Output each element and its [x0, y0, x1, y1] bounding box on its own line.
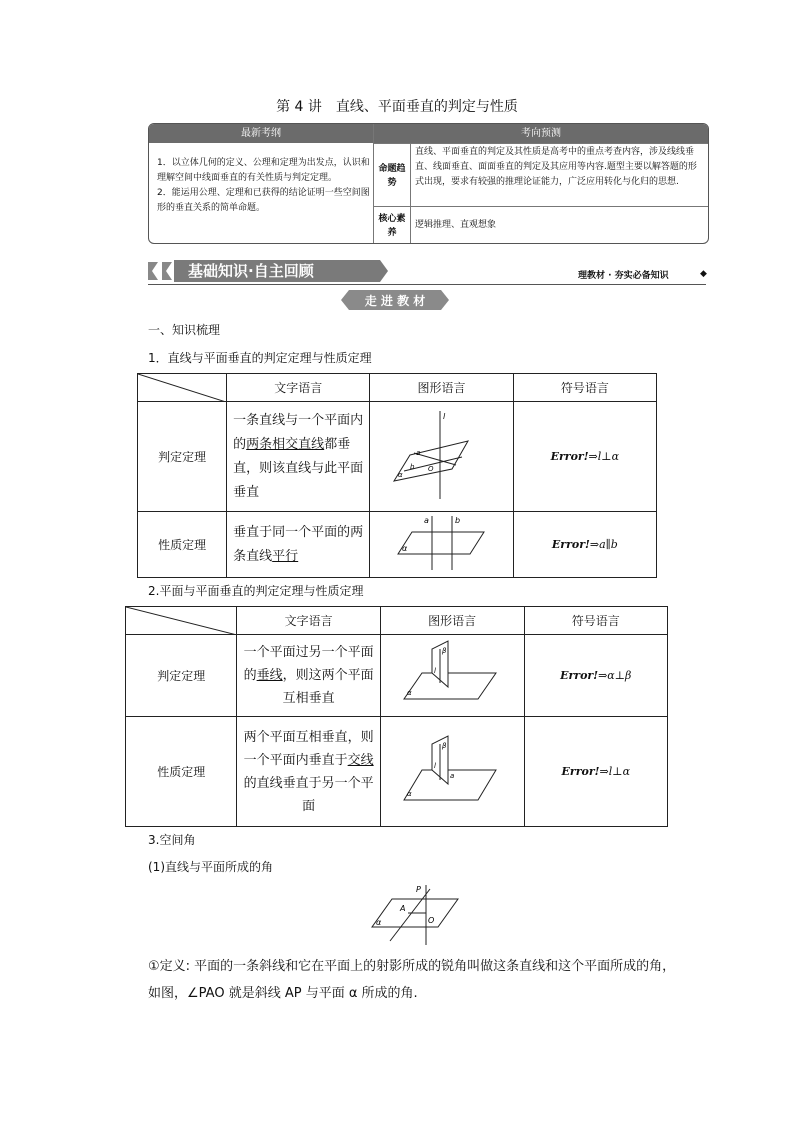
- svg-text:O: O: [427, 465, 434, 473]
- diag-cell: [126, 607, 237, 635]
- plane-perp-plane-figure: [402, 639, 502, 709]
- line-perp-plane-figure: [392, 409, 492, 501]
- symbol-cell: Error!⇒α⊥β: [524, 635, 667, 717]
- row-name: 性质定理: [138, 512, 227, 578]
- outline-item: 2．能运用公理、定理和已获得的结论证明一些空间图形的垂直关系的简单命题。: [157, 188, 370, 213]
- svg-text:a: a: [415, 449, 420, 457]
- subsection-heading-1: 1．直线与平面垂直的判定定理与性质定理: [148, 351, 372, 365]
- diamond-icon: ◆: [700, 269, 707, 279]
- subsection-heading-2: 2.平面与平面垂直的判定定理与性质定理: [148, 584, 364, 598]
- definition-paragraph: ①定义: 平面的一条斜线和它在平面上的射影所成的锐角叫做这条直线和这个平面所成的角，如图，∠PAO 就是斜线 AP 与平面 α 所成的角.: [148, 959, 676, 1001]
- table-line-plane: [137, 373, 657, 578]
- header-cell: 图形语言: [380, 607, 524, 635]
- outline-left-items: [157, 156, 371, 216]
- row-name: 判定定理: [138, 402, 227, 512]
- section-heading: 一、知识梳理: [148, 323, 221, 337]
- header-cell: 符号语言: [513, 374, 656, 402]
- row-text: 一个平面过另一个平面的垂线，则这两个平面互相垂直: [237, 635, 380, 717]
- svg-text:O: O: [428, 916, 435, 925]
- outline-left-header: 最新考纲: [149, 124, 373, 143]
- figure-cell: [370, 512, 513, 578]
- svg-text:b: b: [454, 516, 460, 525]
- row-text: 垂直于同一个平面的两条直线平行: [227, 512, 370, 578]
- svg-text:α: α: [407, 790, 412, 798]
- svg-text:A: A: [400, 904, 406, 913]
- figure-cell: [370, 402, 513, 512]
- svg-text:β: β: [442, 647, 447, 655]
- row-text: 两个平面互相垂直，则一个平面内垂直于交线的直线垂直于另一个平面: [237, 717, 380, 827]
- angle-figure: [368, 883, 460, 947]
- svg-text:b: b: [409, 463, 414, 471]
- figure-cell: [380, 635, 524, 717]
- outline-item: 1．以立体几何的定义、公理和定理为出发点，认识和理解空间中线面垂直的有关性质与判定定理。: [157, 158, 370, 183]
- header-cell: 图形语言: [370, 374, 513, 402]
- diag-cell: [138, 374, 227, 402]
- symbol-cell: Error!⇒l⊥α: [513, 402, 656, 512]
- svg-text:α: α: [397, 471, 403, 479]
- subsection-heading-3-1: (1)直线与平面所成的角: [148, 860, 273, 874]
- svg-text:α: α: [401, 544, 407, 553]
- outline-right-header: 考向预测: [374, 124, 708, 143]
- svg-text:α: α: [407, 689, 412, 697]
- svg-text:l: l: [434, 667, 437, 675]
- banner-title: 基础知识·自主回顾: [188, 262, 314, 280]
- svg-text:l: l: [442, 412, 445, 421]
- header-cell: 文字语言: [227, 374, 370, 402]
- symbol-cell: Error!⇒l⊥α: [524, 717, 667, 827]
- svg-text:P: P: [416, 885, 421, 894]
- svg-text:a: a: [450, 772, 455, 780]
- outline-row2-text: 逻辑推理、直观想象: [415, 220, 497, 230]
- sub-banner-title: 走 进 教 材: [364, 294, 426, 308]
- figure-cell: [380, 717, 524, 827]
- header-cell: 符号语言: [524, 607, 667, 635]
- table-plane-plane: [125, 606, 668, 827]
- outline-row1-text: 直线、平面垂直的判定及其性质是高考中的重点考查内容，涉及线线垂直、线面垂直、面面垂直的判定及其应用等内容.题型主要以解答题的形式出现，要求有较强的推理论证能力，广泛应用转化与化归的思想.: [415, 147, 697, 187]
- plane-perp-property-figure: [402, 730, 502, 810]
- row-name: 判定定理: [126, 635, 237, 717]
- svg-text:a: a: [423, 516, 429, 525]
- outline-box: [148, 123, 709, 244]
- sub-banner: [341, 290, 449, 310]
- outline-row2-label: 核心素养: [378, 214, 406, 238]
- svg-text:α: α: [376, 918, 382, 927]
- row-text: 一条直线与一个平面内的两条相交直线都垂直，则该直线与此平面垂直: [227, 402, 370, 512]
- symbol-cell: Error!⇒a∥b: [513, 512, 656, 578]
- page-title: 第 4 讲 直线、平面垂直的判定与性质: [276, 99, 518, 115]
- banner-right-text: 理教材 · 夯实必备知识: [578, 271, 669, 281]
- parallel-lines-figure: [392, 514, 492, 572]
- section-banner: [148, 258, 388, 284]
- subsection-heading-3: 3.空间角: [148, 833, 196, 847]
- banner-underline: [148, 284, 706, 285]
- svg-text:l: l: [434, 762, 437, 770]
- svg-text:β: β: [442, 742, 447, 750]
- row-name: 性质定理: [126, 717, 237, 827]
- outline-row1-label: 命题趋势: [378, 164, 406, 188]
- header-cell: 文字语言: [237, 607, 380, 635]
